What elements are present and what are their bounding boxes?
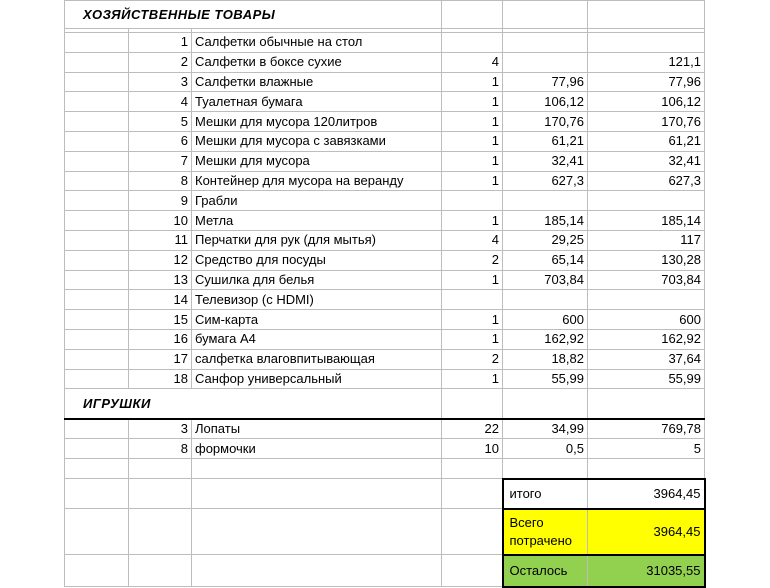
total-cell[interactable]: 162,92 — [588, 329, 705, 349]
quantity-cell[interactable]: 1 — [442, 72, 503, 92]
empty-cell[interactable] — [65, 459, 129, 479]
toys-section-title-row — [65, 389, 705, 419]
item-name-cell[interactable]: Сушилка для белья — [192, 270, 442, 290]
quantity-cell[interactable]: 1 — [442, 270, 503, 290]
price-cell[interactable]: 162,92 — [503, 329, 588, 349]
table-row — [65, 112, 705, 132]
empty-cell[interactable] — [588, 389, 705, 419]
table-row — [65, 290, 705, 310]
row-number-cell[interactable]: 7 — [129, 151, 192, 171]
total-cell[interactable]: 130,28 — [588, 250, 705, 270]
empty-cell[interactable] — [588, 459, 705, 479]
item-name-cell[interactable]: Средство для посуды — [192, 250, 442, 270]
price-cell[interactable]: 55,99 — [503, 369, 588, 389]
item-name-cell[interactable]: Салфетки влажные — [192, 72, 442, 92]
empty-cell[interactable] — [65, 72, 129, 92]
item-name-cell[interactable]: Мешки для мусора с завязками — [192, 131, 442, 151]
household-section-title-row — [65, 1, 705, 29]
empty-cell[interactable] — [129, 555, 192, 587]
spreadsheet-table — [64, 0, 706, 588]
quantity-cell[interactable] — [442, 191, 503, 211]
empty-cell[interactable] — [442, 509, 503, 555]
total-cell[interactable]: 185,14 — [588, 211, 705, 231]
row-number-cell[interactable]: 15 — [129, 310, 192, 330]
total-cell[interactable]: 5 — [588, 439, 705, 459]
empty-cell[interactable] — [192, 459, 442, 479]
total-cell[interactable]: 769,78 — [588, 419, 705, 439]
table-row — [65, 310, 705, 330]
row-number-cell[interactable]: 6 — [129, 131, 192, 151]
total-summary-label[interactable]: итого — [503, 479, 588, 509]
empty-cell[interactable] — [65, 479, 129, 509]
empty-cell[interactable] — [65, 555, 129, 587]
total-summary-row — [65, 479, 705, 509]
empty-cell[interactable] — [65, 329, 129, 349]
total-cell[interactable]: 106,12 — [588, 92, 705, 112]
empty-cell[interactable] — [65, 419, 129, 439]
price-cell[interactable]: 703,84 — [503, 270, 588, 290]
price-cell[interactable]: 627,3 — [503, 171, 588, 191]
household-section-title[interactable]: ХОЗЯЙСТВЕННЫЕ ТОВАРЫ — [65, 1, 442, 29]
row-number-cell[interactable]: 8 — [129, 439, 192, 459]
empty-cell[interactable] — [503, 1, 588, 29]
empty-cell[interactable] — [65, 171, 129, 191]
table-row — [65, 191, 705, 211]
item-name-cell[interactable]: Салфетки в боксе сухие — [192, 52, 442, 72]
empty-cell[interactable] — [129, 459, 192, 479]
empty-cell[interactable] — [65, 509, 129, 555]
empty-cell[interactable] — [65, 151, 129, 171]
empty-cell[interactable] — [192, 479, 442, 509]
empty-cell[interactable] — [65, 52, 129, 72]
quantity-cell[interactable]: 1 — [442, 329, 503, 349]
spreadsheet-body — [65, 1, 705, 587]
price-cell[interactable]: 29,25 — [503, 230, 588, 250]
toys-section-title[interactable]: ИГРУШКИ — [65, 389, 442, 419]
item-name-cell[interactable]: Мешки для мусора — [192, 151, 442, 171]
empty-cell[interactable] — [65, 250, 129, 270]
quantity-cell[interactable]: 2 — [442, 250, 503, 270]
item-name-cell[interactable]: Телевизор (с HDMI) — [192, 290, 442, 310]
empty-cell[interactable] — [65, 191, 129, 211]
table-row — [65, 151, 705, 171]
total-cell[interactable]: 627,3 — [588, 171, 705, 191]
price-cell[interactable]: 600 — [503, 310, 588, 330]
empty-cell[interactable] — [192, 509, 442, 555]
price-cell[interactable]: 65,14 — [503, 250, 588, 270]
row-number-cell[interactable]: 8 — [129, 171, 192, 191]
quantity-cell[interactable]: 1 — [442, 369, 503, 389]
quantity-cell[interactable]: 1 — [442, 171, 503, 191]
table-row — [65, 171, 705, 191]
quantity-cell[interactable]: 1 — [442, 92, 503, 112]
row-number-cell[interactable]: 3 — [129, 72, 192, 92]
total-summary-value[interactable]: 3964,45 — [588, 479, 705, 509]
quantity-cell[interactable]: 4 — [442, 52, 503, 72]
item-name-cell[interactable]: Санфор универсальный — [192, 369, 442, 389]
row-number-cell[interactable]: 2 — [129, 52, 192, 72]
price-cell[interactable]: 0,5 — [503, 439, 588, 459]
quantity-cell[interactable]: 1 — [442, 112, 503, 132]
total-cell[interactable]: 77,96 — [588, 72, 705, 92]
empty-cell[interactable] — [65, 33, 129, 53]
table-row — [65, 52, 705, 72]
item-name-cell[interactable]: Туалетная бумага — [192, 92, 442, 112]
price-cell[interactable] — [503, 290, 588, 310]
quantity-cell[interactable]: 2 — [442, 349, 503, 369]
total-cell[interactable]: 37,64 — [588, 349, 705, 369]
empty-cell[interactable] — [503, 389, 588, 419]
table-row — [65, 72, 705, 92]
empty-cell[interactable] — [442, 479, 503, 509]
price-cell[interactable]: 170,76 — [503, 112, 588, 132]
total-cell[interactable]: 121,1 — [588, 52, 705, 72]
remaining-summary-value[interactable]: 31035,55 — [588, 555, 705, 587]
total-cell[interactable]: 32,41 — [588, 151, 705, 171]
row-number-cell[interactable]: 9 — [129, 191, 192, 211]
spent-summary-label[interactable]: Всего потрачено — [503, 509, 588, 555]
quantity-cell[interactable]: 1 — [442, 310, 503, 330]
quantity-cell[interactable]: 1 — [442, 131, 503, 151]
item-name-cell[interactable]: Салфетки обычные на стол — [192, 33, 442, 53]
item-name-cell[interactable]: бумага А4 — [192, 329, 442, 349]
empty-cell[interactable] — [129, 479, 192, 509]
item-name-cell[interactable]: Контейнер для мусора на веранду — [192, 171, 442, 191]
table-row — [65, 250, 705, 270]
empty-cell[interactable] — [65, 310, 129, 330]
table-row — [65, 329, 705, 349]
price-cell[interactable] — [503, 52, 588, 72]
price-cell[interactable]: 185,14 — [503, 211, 588, 231]
row-number-cell[interactable]: 12 — [129, 250, 192, 270]
row-number-cell[interactable]: 16 — [129, 329, 192, 349]
table-row — [65, 211, 705, 231]
spent-summary-row — [65, 509, 705, 555]
quantity-cell[interactable]: 10 — [442, 439, 503, 459]
empty-cell[interactable] — [65, 131, 129, 151]
row-number-cell[interactable]: 1 — [129, 33, 192, 53]
row-number-cell[interactable]: 3 — [129, 419, 192, 439]
empty-cell[interactable] — [129, 509, 192, 555]
item-name-cell[interactable]: Сим-карта — [192, 310, 442, 330]
row-number-cell[interactable]: 17 — [129, 349, 192, 369]
quantity-cell[interactable]: 1 — [442, 211, 503, 231]
item-name-cell[interactable]: Метла — [192, 211, 442, 231]
item-name-cell[interactable]: Лопаты — [192, 419, 442, 439]
empty-cell[interactable] — [65, 92, 129, 112]
total-cell[interactable]: 703,84 — [588, 270, 705, 290]
table-row — [65, 439, 705, 459]
table-row — [65, 131, 705, 151]
total-cell[interactable] — [588, 290, 705, 310]
remaining-summary-label[interactable]: Осталось — [503, 555, 588, 587]
row-number-cell[interactable]: 14 — [129, 290, 192, 310]
blank-row — [65, 459, 705, 479]
empty-cell[interactable] — [442, 389, 503, 419]
table-row — [65, 92, 705, 112]
table-row — [65, 33, 705, 53]
total-cell[interactable]: 55,99 — [588, 369, 705, 389]
empty-cell[interactable] — [65, 439, 129, 459]
table-row — [65, 369, 705, 389]
total-cell[interactable]: 600 — [588, 310, 705, 330]
table-row — [65, 230, 705, 250]
quantity-cell[interactable]: 1 — [442, 151, 503, 171]
empty-cell[interactable] — [65, 369, 129, 389]
empty-cell[interactable] — [192, 555, 442, 587]
quantity-cell[interactable] — [442, 290, 503, 310]
price-cell[interactable]: 106,12 — [503, 92, 588, 112]
spent-summary-value[interactable]: 3964,45 — [588, 509, 705, 555]
item-name-cell[interactable]: Грабли — [192, 191, 442, 211]
remaining-summary-row — [65, 555, 705, 587]
row-number-cell[interactable]: 5 — [129, 112, 192, 132]
price-cell[interactable]: 18,82 — [503, 349, 588, 369]
table-row — [65, 349, 705, 369]
item-name-cell[interactable]: Перчатки для рук (для мытья) — [192, 230, 442, 250]
empty-cell[interactable] — [442, 555, 503, 587]
empty-cell[interactable] — [588, 1, 705, 29]
empty-cell[interactable] — [65, 211, 129, 231]
total-cell[interactable]: 117 — [588, 230, 705, 250]
item-name-cell[interactable]: формочки — [192, 439, 442, 459]
empty-cell[interactable] — [442, 459, 503, 479]
price-cell[interactable]: 34,99 — [503, 419, 588, 439]
total-cell[interactable]: 61,21 — [588, 131, 705, 151]
empty-cell[interactable] — [65, 270, 129, 290]
total-cell[interactable] — [588, 191, 705, 211]
empty-cell[interactable] — [503, 459, 588, 479]
table-row — [65, 270, 705, 290]
row-number-cell[interactable]: 11 — [129, 230, 192, 250]
quantity-cell[interactable]: 4 — [442, 230, 503, 250]
table-row — [65, 419, 705, 439]
quantity-cell[interactable]: 22 — [442, 419, 503, 439]
row-number-cell[interactable]: 18 — [129, 369, 192, 389]
price-cell[interactable]: 32,41 — [503, 151, 588, 171]
total-cell[interactable]: 170,76 — [588, 112, 705, 132]
empty-cell[interactable] — [65, 290, 129, 310]
price-cell[interactable] — [503, 33, 588, 53]
row-number-cell[interactable]: 10 — [129, 211, 192, 231]
row-number-cell[interactable]: 13 — [129, 270, 192, 290]
quantity-cell[interactable] — [442, 33, 503, 53]
row-number-cell[interactable]: 4 — [129, 92, 192, 112]
empty-cell[interactable] — [65, 349, 129, 369]
empty-cell[interactable] — [65, 230, 129, 250]
item-name-cell[interactable]: Мешки для мусора 120литров — [192, 112, 442, 132]
total-cell[interactable] — [588, 33, 705, 53]
empty-cell[interactable] — [65, 112, 129, 132]
price-cell[interactable]: 77,96 — [503, 72, 588, 92]
price-cell[interactable]: 61,21 — [503, 131, 588, 151]
item-name-cell[interactable]: салфетка влаговпитывающая — [192, 349, 442, 369]
price-cell[interactable] — [503, 191, 588, 211]
empty-cell[interactable] — [442, 1, 503, 29]
